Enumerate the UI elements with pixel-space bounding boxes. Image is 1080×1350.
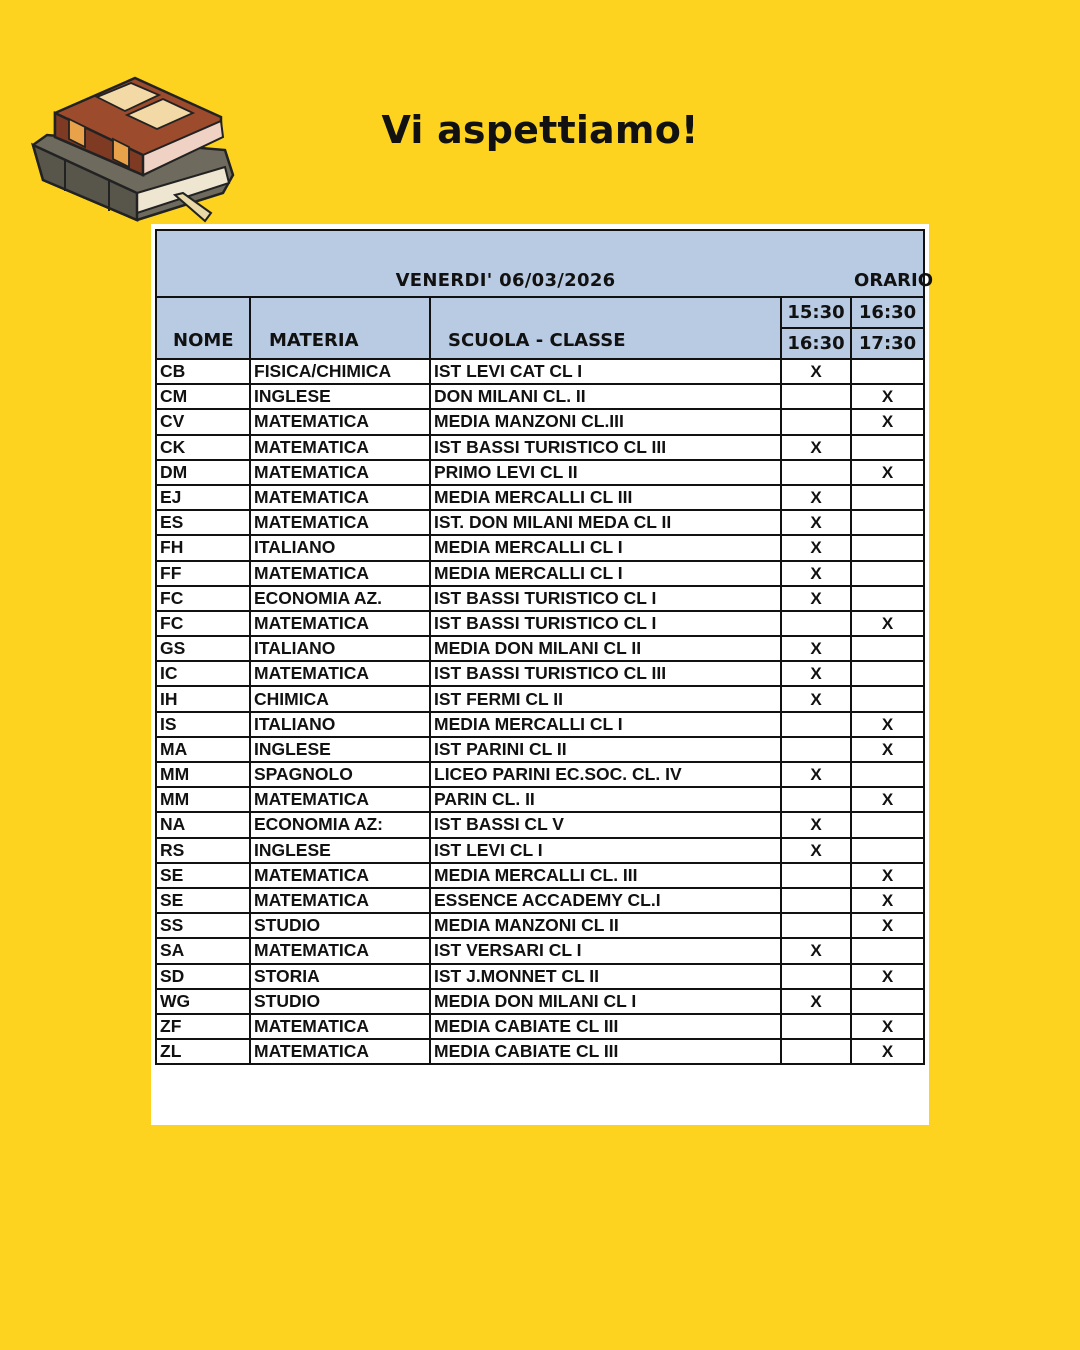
- cell-slot1: X: [781, 485, 851, 510]
- cell-materia: MATEMATICA: [250, 888, 430, 913]
- cell-scuola: MEDIA MANZONI CL II: [430, 913, 781, 938]
- cell-materia: STORIA: [250, 964, 430, 989]
- cell-nome: IC: [156, 661, 250, 686]
- cell-scuola: LICEO PARINI EC.SOC. CL. IV: [430, 762, 781, 787]
- cell-scuola: PARIN CL. II: [430, 787, 781, 812]
- table-row: [156, 561, 924, 586]
- cell-slot2: [851, 561, 924, 586]
- cell-slot2: X: [851, 787, 924, 812]
- cell-slot1: X: [781, 561, 851, 586]
- cell-slot2: X: [851, 913, 924, 938]
- cell-slot1: X: [781, 636, 851, 661]
- cell-materia: MATEMATICA: [250, 938, 430, 963]
- cell-materia: INGLESE: [250, 838, 430, 863]
- cell-materia: MATEMATICA: [250, 1014, 430, 1039]
- cell-nome: ZF: [156, 1014, 250, 1039]
- cell-scuola: MEDIA MERCALLI CL I: [430, 561, 781, 586]
- table-row: [156, 838, 924, 863]
- slot2-end: 17:30: [851, 328, 924, 359]
- orario-label: ORARIO: [851, 230, 924, 297]
- cell-materia: SPAGNOLO: [250, 762, 430, 787]
- cell-slot1: X: [781, 938, 851, 963]
- cell-nome: CM: [156, 384, 250, 409]
- table-row: [156, 661, 924, 686]
- cell-scuola: IST BASSI TURISTICO CL III: [430, 435, 781, 460]
- cell-scuola: DON MILANI CL. II: [430, 384, 781, 409]
- cell-materia: MATEMATICA: [250, 409, 430, 434]
- cell-slot2: X: [851, 863, 924, 888]
- cell-scuola: IST PARINI CL II: [430, 737, 781, 762]
- cell-nome: FC: [156, 586, 250, 611]
- cell-materia: ECONOMIA AZ.: [250, 586, 430, 611]
- cell-slot2: [851, 535, 924, 560]
- cell-slot1: X: [781, 762, 851, 787]
- cell-scuola: ESSENCE ACCADEMY CL.I: [430, 888, 781, 913]
- cell-materia: INGLESE: [250, 737, 430, 762]
- cell-slot2: [851, 686, 924, 711]
- table-row: [156, 686, 924, 711]
- table-date-row: [156, 230, 924, 297]
- cell-slot1: X: [781, 435, 851, 460]
- cell-materia: ITALIANO: [250, 535, 430, 560]
- cell-nome: SA: [156, 938, 250, 963]
- table-row: [156, 1014, 924, 1039]
- schedule-sheet: [151, 224, 933, 1125]
- cell-nome: ES: [156, 510, 250, 535]
- cell-materia: MATEMATICA: [250, 460, 430, 485]
- cell-slot1: [781, 1039, 851, 1064]
- page-title: Vi aspettiamo!: [381, 108, 699, 152]
- cell-scuola: MEDIA CABIATE CL III: [430, 1014, 781, 1039]
- cell-slot2: [851, 838, 924, 863]
- cell-scuola: IST FERMI CL II: [430, 686, 781, 711]
- table-row: [156, 712, 924, 737]
- table-row: [156, 485, 924, 510]
- cell-nome: EJ: [156, 485, 250, 510]
- cell-nome: GS: [156, 636, 250, 661]
- cell-materia: CHIMICA: [250, 686, 430, 711]
- slot2-start: 16:30: [851, 297, 924, 328]
- cell-nome: FH: [156, 535, 250, 560]
- cell-nome: SD: [156, 964, 250, 989]
- cell-nome: NA: [156, 812, 250, 837]
- cell-slot2: X: [851, 1039, 924, 1064]
- cell-nome: MM: [156, 787, 250, 812]
- table-row: [156, 535, 924, 560]
- cell-materia: MATEMATICA: [250, 611, 430, 636]
- table-row: [156, 913, 924, 938]
- table-row: [156, 938, 924, 963]
- cell-scuola: IST BASSI CL V: [430, 812, 781, 837]
- table-row: [156, 737, 924, 762]
- cell-slot1: X: [781, 812, 851, 837]
- table-row: [156, 611, 924, 636]
- cell-nome: FF: [156, 561, 250, 586]
- cell-materia: MATEMATICA: [250, 787, 430, 812]
- cell-slot1: [781, 787, 851, 812]
- cell-slot2: [851, 435, 924, 460]
- cell-scuola: IST BASSI TURISTICO CL I: [430, 586, 781, 611]
- cell-nome: MM: [156, 762, 250, 787]
- table-row: [156, 359, 924, 384]
- cell-slot2: X: [851, 737, 924, 762]
- cell-scuola: IST LEVI CL I: [430, 838, 781, 863]
- cell-slot1: [781, 712, 851, 737]
- table-row: [156, 409, 924, 434]
- table-row: [156, 586, 924, 611]
- cell-slot2: X: [851, 1014, 924, 1039]
- table-row: [156, 460, 924, 485]
- cell-materia: ECONOMIA AZ:: [250, 812, 430, 837]
- cell-materia: MATEMATICA: [250, 435, 430, 460]
- cell-nome: CV: [156, 409, 250, 434]
- cell-materia: FISICA/CHIMICA: [250, 359, 430, 384]
- cell-nome: FC: [156, 611, 250, 636]
- cell-slot1: [781, 737, 851, 762]
- table-header-row: [156, 297, 924, 328]
- cell-materia: INGLESE: [250, 384, 430, 409]
- cell-materia: MATEMATICA: [250, 661, 430, 686]
- table-row: [156, 384, 924, 409]
- column-header-nome: NOME: [156, 297, 250, 359]
- cell-nome: IH: [156, 686, 250, 711]
- cell-scuola: MEDIA MERCALLI CL I: [430, 535, 781, 560]
- cell-slot1: [781, 913, 851, 938]
- table-row: [156, 812, 924, 837]
- table-row: [156, 964, 924, 989]
- cell-slot2: X: [851, 384, 924, 409]
- cell-slot1: X: [781, 510, 851, 535]
- cell-slot1: X: [781, 661, 851, 686]
- cell-nome: CB: [156, 359, 250, 384]
- cell-slot1: [781, 964, 851, 989]
- schedule-table: [155, 229, 933, 1065]
- column-header-scuola: SCUOLA - CLASSE: [430, 297, 781, 359]
- cell-slot2: X: [851, 611, 924, 636]
- cell-slot2: X: [851, 409, 924, 434]
- table-row: [156, 989, 924, 1014]
- cell-slot2: [851, 586, 924, 611]
- cell-slot2: X: [851, 460, 924, 485]
- cell-slot2: X: [851, 964, 924, 989]
- table-row: [156, 510, 924, 535]
- cell-slot1: X: [781, 989, 851, 1014]
- cell-slot1: [781, 409, 851, 434]
- cell-materia: MATEMATICA: [250, 863, 430, 888]
- cell-materia: STUDIO: [250, 913, 430, 938]
- cell-materia: MATEMATICA: [250, 1039, 430, 1064]
- cell-slot2: X: [851, 888, 924, 913]
- cell-nome: MA: [156, 737, 250, 762]
- cell-slot1: [781, 611, 851, 636]
- cell-slot1: [781, 1014, 851, 1039]
- cell-slot2: [851, 989, 924, 1014]
- cell-scuola: MEDIA MERCALLI CL III: [430, 485, 781, 510]
- cell-slot2: [851, 661, 924, 686]
- cell-scuola: MEDIA MERCALLI CL I: [430, 712, 781, 737]
- cell-nome: ZL: [156, 1039, 250, 1064]
- cell-nome: CK: [156, 435, 250, 460]
- slot1-end: 16:30: [781, 328, 851, 359]
- cell-scuola: IST LEVI CAT CL I: [430, 359, 781, 384]
- cell-slot1: X: [781, 838, 851, 863]
- cell-materia: MATEMATICA: [250, 485, 430, 510]
- cell-nome: WG: [156, 989, 250, 1014]
- cell-slot2: [851, 636, 924, 661]
- cell-slot1: X: [781, 535, 851, 560]
- table-row: [156, 636, 924, 661]
- cell-slot2: [851, 938, 924, 963]
- table-row: [156, 888, 924, 913]
- cell-slot1: X: [781, 686, 851, 711]
- cell-slot1: X: [781, 586, 851, 611]
- cell-scuola: IST BASSI TURISTICO CL III: [430, 661, 781, 686]
- cell-scuola: PRIMO LEVI CL II: [430, 460, 781, 485]
- table-row: [156, 1039, 924, 1064]
- cell-materia: ITALIANO: [250, 636, 430, 661]
- cell-slot2: [851, 510, 924, 535]
- slot1-start: 15:30: [781, 297, 851, 328]
- date-label: VENERDI' 06/03/2026: [156, 230, 851, 297]
- cell-slot2: [851, 762, 924, 787]
- cell-scuola: MEDIA DON MILANI CL II: [430, 636, 781, 661]
- cell-slot1: X: [781, 359, 851, 384]
- cell-nome: SE: [156, 863, 250, 888]
- column-header-materia: MATERIA: [250, 297, 430, 359]
- cell-slot2: [851, 812, 924, 837]
- cell-scuola: MEDIA MERCALLI CL. III: [430, 863, 781, 888]
- cell-nome: SS: [156, 913, 250, 938]
- cell-slot1: [781, 863, 851, 888]
- cell-materia: MATEMATICA: [250, 561, 430, 586]
- cell-scuola: MEDIA CABIATE CL III: [430, 1039, 781, 1064]
- cell-materia: MATEMATICA: [250, 510, 430, 535]
- cell-nome: RS: [156, 838, 250, 863]
- cell-slot2: X: [851, 712, 924, 737]
- table-row: [156, 762, 924, 787]
- cell-slot1: [781, 384, 851, 409]
- table-row: [156, 863, 924, 888]
- cell-materia: STUDIO: [250, 989, 430, 1014]
- cell-slot2: [851, 359, 924, 384]
- cell-slot2: [851, 485, 924, 510]
- table-row: [156, 435, 924, 460]
- cell-nome: SE: [156, 888, 250, 913]
- table-row: [156, 787, 924, 812]
- cell-slot1: [781, 888, 851, 913]
- cell-scuola: IST. DON MILANI MEDA CL II: [430, 510, 781, 535]
- cell-scuola: IST VERSARI CL I: [430, 938, 781, 963]
- cell-scuola: MEDIA DON MILANI CL I: [430, 989, 781, 1014]
- cell-scuola: MEDIA MANZONI CL.III: [430, 409, 781, 434]
- cell-scuola: IST BASSI TURISTICO CL I: [430, 611, 781, 636]
- cell-scuola: IST J.MONNET CL II: [430, 964, 781, 989]
- cell-nome: DM: [156, 460, 250, 485]
- cell-nome: IS: [156, 712, 250, 737]
- cell-materia: ITALIANO: [250, 712, 430, 737]
- books-illustration: [25, 75, 240, 230]
- cell-slot1: [781, 460, 851, 485]
